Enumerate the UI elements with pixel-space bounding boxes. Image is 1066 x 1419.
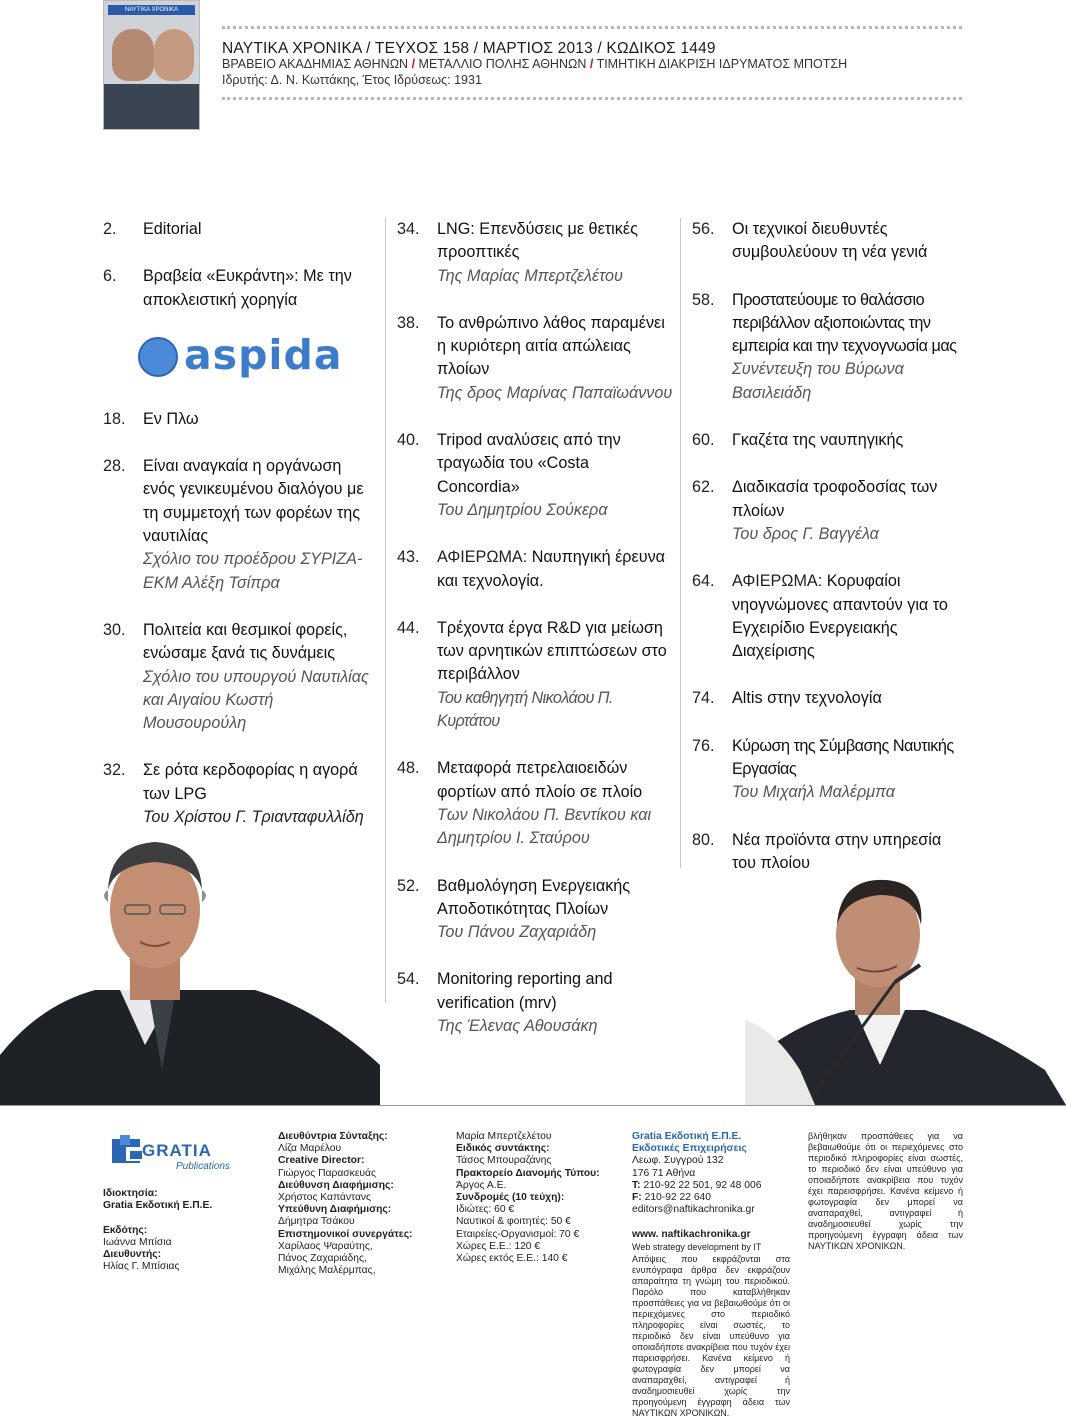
email-link[interactable]: editors@naftikachronika.gr [632,1204,755,1216]
toc-entry[interactable]: 40. Tripod αναλύσεις από την τραγωδία του «Costa Concordia» Του Δημητρίου Σούκερα [397,431,621,519]
aspida-emblem-icon [138,337,178,377]
toc-title: Εν Πλω [143,409,199,428]
website-link[interactable]: www. naftikachronika.gr [632,1228,751,1240]
toc-entry[interactable]: 48. Μεταφορά πετρελαιοειδών φορτίων από πλοίο σε πλοίο Των Νικολάου Π. Βεντίκου και Δημητρίου Ι. Σταύρου [397,759,652,848]
footer-disclaimer-cont: βλήθηκαν προσπάθειες για να βεβαιωθούμε ότι οι περιεχόμενες στο περιοδικό πληροφορίες είναι σωστές, το περιοδικό δεν είναι υπεύθυνο για οποιαδήποτε ανακρίβεια που τυχόν έχει παρεισφρήσει. Κανένα κείμενο ή φωτογραφία δεν μπορεί να αναπαραχθεί, αντιγραφεί ή αναδημοσιευθεί χωρίς την προηγούμενη έγγραφη άδεια των ΝΑΥΤΙΚΩΝ ΧΡΟΝΙΚΩΝ. [808,1131,963,1251]
toc-title: Είναι αναγκαία η οργάνωση ενός γενικευμένου διαλόγου με τη συμμετοχή των φορέων της ναυτιλίας [143,457,364,546]
bottom-dotted-rule [222,97,962,100]
footer-staff: Διευθύντρια Σύνταξης: Λίζα Μαρέλου Creative Director: Γιώργος Παρασκευάς Διεύθυνση Διαφήμισης: Χρήστος Καπάντανς Υπεύθυνη Διαφήμισης: Δήμητρα Τσάκου Επιστημονικοί συνεργάτες: Χαρίλαος Ψαραύτης, Πάνος Ζαχαριάδης, Μιχάλης Μαλέρμπας, [278,1131,413,1277]
toc-entry[interactable]: 30. Πολιτεία και θεσμικοί φορείς, ενώσαμε ξανά τις δυνάμεις Σχόλιο του υπουργού Ναυτιλίας και Αιγαίου Κωστή Μουσουρούλη [103,620,369,733]
toc-entry[interactable]: 2. Editorial [103,220,202,238]
toc-entry[interactable]: 62. Διαδικασία τροφοδοσίας των πλοίων Του δρος Γ. Βαγγέλα [692,478,938,543]
toc-author: Του Χρίστου Γ. Τριανταφυλλίδη [143,808,364,827]
top-dotted-rule [222,26,962,29]
issue-line: ΝΑΥΤΙΚΑ ΧΡΟΝΙΚΑ / ΤΕΥΧΟΣ 158 / ΜΑΡΤΙΟΣ 2013 / ΚΩΔΙΚΟΣ 1449 [222,40,716,57]
toc-title: Βραβεία «Ευκράντη»: Με την αποκλειστική χορηγία [143,267,352,309]
toc-entry[interactable]: 64. ΑΦΙΕΡΩΜΑ: Κορυφαίοι νηογνώμονες απαντούν για το Εγχειρίδιο Ενεργειακής Διαχείρισης [692,572,948,661]
portrait-photo-right [745,870,1066,1105]
footer-contact: Gratia Εκδοτική Ε.Π.Ε. Εκδοτικές Επιχειρήσεις Λεωφ. Συγγρού 132 176 71 Αθήνα Τ: 210-92 22 501, 92 48 006 F: 210-92 22 640 editors@naftikachronika.gr www. naftikachronika.gr Web strategy development by IT [632,1131,762,1252]
toc-entry[interactable]: 80. Νέα προϊόντα στην υπηρεσία του πλοίου [692,830,942,872]
toc-title: Σε ρότα κερδοφορίας η αγορά των LPG [143,761,358,803]
footer-rule [0,1105,1066,1106]
toc-entry[interactable]: 38. Το ανθρώπινο λάθος παραμένει η κυριότερη αιτία απώλειας πλοίων Της δρος Μαρίνας Παπαϊωάννου [397,313,673,402]
toc-entry[interactable]: 56. Οι τεχνικοί διευθυντές συμβουλεύουν τη νέα γενιά [692,220,928,262]
magazine-cover-thumbnail [103,0,200,130]
aspida-sponsor-logo: aspida [134,335,334,379]
column-divider [385,218,386,1003]
toc-entry[interactable]: 28. Είναι αναγκαία η οργάνωση ενός γενικευμένου διαλόγου με τη συμμετοχή των φορέων της ναυτιλίας Σχόλιο του προέδρου ΣΥΡΙΖΑ-ΕΚΜ Αλέξη Τσίπρα [103,457,364,592]
toc-entry[interactable]: 18. Εν Πλω [103,409,199,428]
toc-entry[interactable]: 58. Προστατεύουμε το θαλάσσιο περιβάλλον αξιοποιώντας την εμπειρία και την τεχνογνωσία μας Συνέντευξη του Βύρωνα Βασιλειάδη [692,290,957,402]
toc-author: Σχόλιο του υπουργού Ναυτιλίας και Αιγαίου Κωστή Μουσουρούλη [143,667,369,733]
cover-masthead: ΝΑΥΤΙΚΑ ΧΡΟΝΙΚΑ [108,5,195,15]
toc-column-2 [397,218,675,1038]
footer-disclaimer-start: Απόψεις που εκφράζονται στα ενυπόγραφα άρθρα δεν εκφράζουν απαραίτητα τη γνώμη του περιοδικού. Παρόλο που καταβλήθηκαν προσπάθειες για να βεβαιωθούμε ότι οι περιεχόμενες στο περιοδικό πληροφορίες είναι σωστές, το περιοδικό δεν είναι υπεύθυνο για οποιαδήποτε ανακρίβεια που τυχόν έχει παρεισφρήσει. Κανένα κείμενο ή φωτογραφία δεν μπορεί να αναπαραχθεί, αντιγραφεί ή αναδημοσιευθεί χωρίς την προηγούμενη έγγραφη άδεια των ΝΑΥΤΙΚΩΝ ΧΡΟΝΙΚΩΝ. [632,1254,790,1418]
toc-entry[interactable]: 76. Κύρωση της Σύμβασης Ναυτικής Εργασίας Του Μιχαήλ Μαλέρμπα [692,736,954,802]
column-divider [680,218,681,868]
footer-subscriptions: Μαρία Μπερτζελέτου Ειδικός συντάκτης: Τάσος Μπουραζάνης Πρακτορείο Διανομής Τύπου: Άργος Α.Ε. Συνδρομές (10 τεύχη): Ιδιώτες: 60 € Ναυτικοί & φοιτητές: 50 € Εταιρείες-Οργανισμοί: 70 € Χώρες Ε.Ε.: 120 € Χώρες εκτός Ε.Ε.: 140 € [456,1131,600,1265]
footer-ownership: Ιδιοκτησία: Gratia Εκδοτική Ε.Π.Ε. Εκδότης: Ιωάννα Μπίσια Διευθυντής: Ηλίας Γ. Μπίσιας [103,1188,213,1273]
toc-column-1 [103,218,373,829]
toc-entry[interactable]: 54. Monitoring reporting and verification (mrv) Της Έλενας Αθουσάκη [397,970,613,1036]
toc-author: Σχόλιο του προέδρου ΣΥΡΙΖΑ-ΕΚΜ Αλέξη Τσίπρα [143,550,363,592]
toc-entry[interactable]: 6. Βραβεία «Ευκράντη»: Με την αποκλειστική χορηγία [103,267,352,309]
toc-entry[interactable]: 32. Σε ρότα κερδοφορίας η αγορά των LPG Του Χρίστου Γ. Τριανταφυλλίδη [103,761,364,827]
awards-line: ΒΡΑΒΕΙΟ ΑΚΑΔΗΜΙΑΣ ΑΘΗΝΩΝ / ΜΕΤΑΛΛΙΟ ΠΟΛΗΣ ΑΘΗΝΩΝ / ΤΙΜΗΤΙΚΗ ΔΙΑΚΡΙΣΗ ΙΔΡΥΜΑΤΟΣ ΜΠΟΤΣΗ [222,57,848,71]
toc-entry[interactable]: 52. Βαθμολόγηση Ενεργειακής Αποδοτικότητας Πλοίων Του Πάνου Ζαχαριάδη [397,876,631,942]
toc-entry[interactable]: 44. Τρέχοντα έργα R&D για μείωση των αρνητικών επιπτώσεων στο περιβάλλον Του καθηγητή Νικολάου Π. Κυρτάτου [397,618,667,731]
toc-title: Πολιτεία και θεσμικοί φορείς, ενώσαμε ξανά τις δυνάμεις [143,620,348,663]
toc-entry[interactable]: 34. LNG: Επενδύσεις με θετικές προοπτικές Της Μαρίας Μπερτζελέτου [397,220,638,285]
founder-line: Ιδρυτής: Δ. Ν. Κωττάκης, Έτος Ιδρύσεως: 1931 [222,73,482,87]
gratia-publications-logo: GRATIA Publications [112,1135,232,1177]
toc-entry[interactable]: 60. Γκαζέτα της ναυπηγικής [692,431,904,450]
toc-title: Editorial [143,220,202,238]
toc-column-3 [692,218,962,875]
toc-entry[interactable]: 74. Altis στην τεχνολογία [692,689,882,708]
portrait-photo-left [0,830,380,1105]
toc-entry[interactable]: 43. ΑΦΙΕΡΩΜΑ: Ναυπηγική έρευνα και τεχνολογία. [397,548,666,590]
